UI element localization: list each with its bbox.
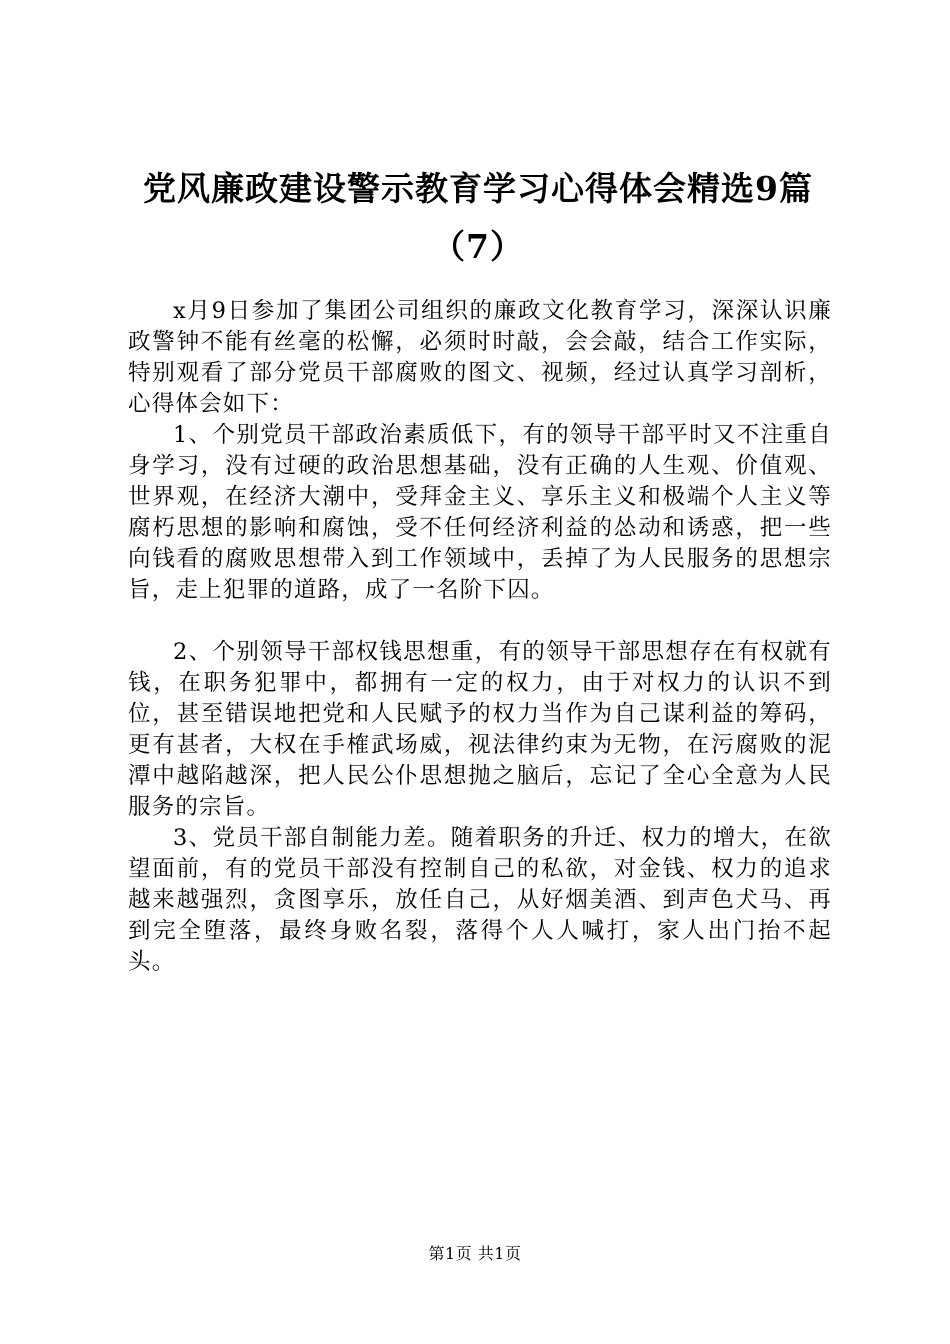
page-title: [118, 160, 838, 276]
title-line-2: （7）: [432, 227, 524, 266]
paragraph-point-1: 1、个别党员干部政治素质低下，有的领导干部平时又不注重自身学习，没有过硬的政治思想基础，没有正确的人生观、价值观、世界观，在经济大潮中，受拜金主义、享乐主义和极端个人主义等腐朽思想的影响和腐蚀，受不任何经济利益的怂动和诱惑，把一些向钱看的腐败思想带入到工作领域中，丢掉了为人民服务的思想宗旨，走上犯罪的道路，成了一名阶下囚。: [128, 422, 832, 603]
title-line-1: 党风廉政建设警示教育学习心得体会精选9篇: [143, 169, 813, 208]
paragraph-intro: x月9日参加了集团公司组织的廉政文化教育学习，深深认识廉政警钟不能有丝毫的松懈，必须时时敲，会会敲，结合工作实际，特别观看了部分党员干部腐败的图文、视频，经过认真学习剖析，心得体会如下：: [128, 298, 832, 417]
paragraph-point-2: 2、个别领导干部权钱思想重，有的领导干部思想存在有权就有钱，在职务犯罪中，都拥有一定的权力，由于对权力的认识不到位，甚至错误地把党和人民赋予的权力当作为自己谋利益的筹码，更有甚者，大权在手榷武场威，视法律约束为无物，在污腐败的泥潭中越陷越深，把人民公仆思想抛之脑后，忘记了全心全意为人民服务的宗旨。: [128, 639, 832, 820]
page-footer: 第1页 共1页: [428, 1244, 522, 1263]
paragraph-point-3: 3、党员干部自制能力差。随着职务的升迁、权力的增大，在欲望面前，有的党员干部没有控制自己的私欲，对金钱、权力的追求越来越强烈，贪图享乐，放任自己，从好烟美酒、到声色犬马、再到完全堕落，最终身败名裂，落得个人人喊打，家人出门抬不起头。: [128, 825, 832, 975]
document-body: [128, 296, 832, 978]
